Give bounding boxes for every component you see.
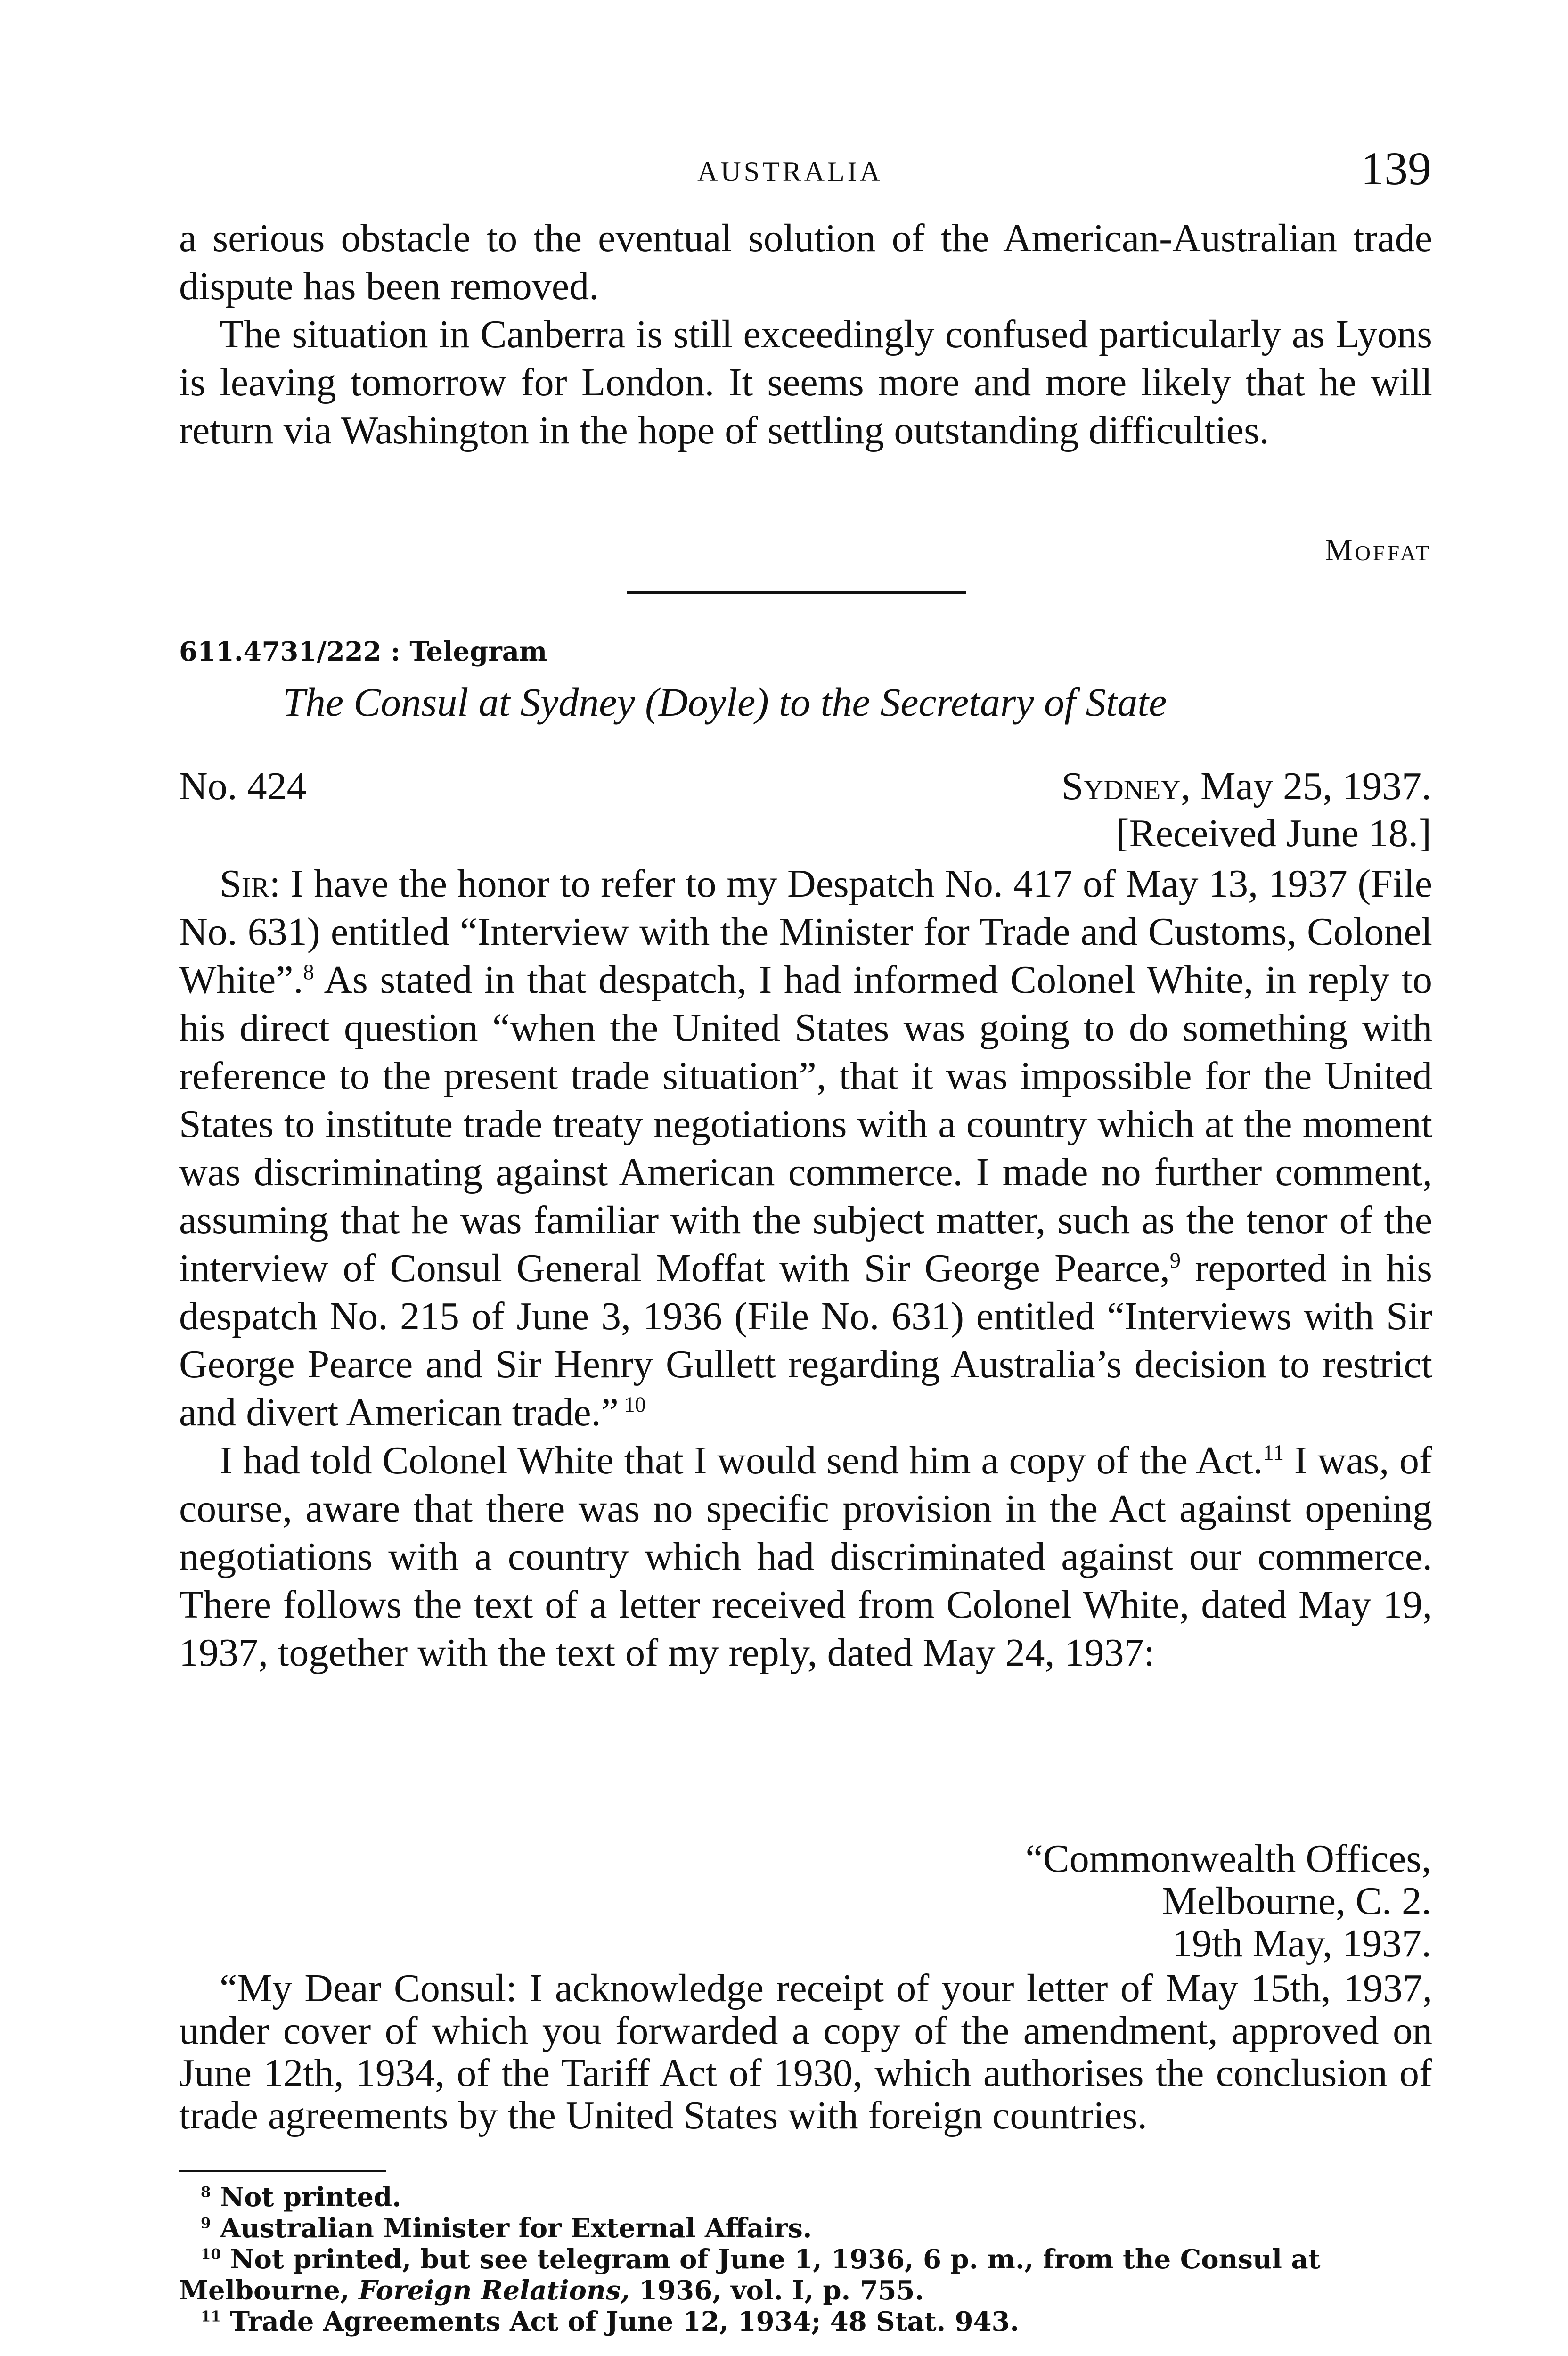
footnote-8-text: Not printed. [220, 2182, 401, 2213]
running-head: AUSTRALIA [697, 156, 883, 187]
paragraph-2-part-a: I had told Colonel White that I would send him a copy of the Act. [220, 1439, 1263, 1482]
footnote-ref-8: 8 [303, 960, 314, 984]
footnote-9 [179, 2213, 1432, 2244]
salutation: Sir: [220, 862, 281, 906]
address-line-2: Melbourne, C. 2. [1162, 1879, 1431, 1923]
letter-paragraph-1: “My Dear Consul: I acknowledge receipt of your letter of May 15th, 1937, under cover of which you forwarded a copy of the amendment, approved on June 12th, 1934, of the Tariff Act of 1930, which authorises the conclusion of trade agreements by the United States with foreign countries. [179, 1966, 1432, 2137]
dateline [1062, 763, 1431, 809]
footnote-8 [179, 2182, 1432, 2213]
footnote-10-text-a: Not printed, but see telegram of June 1, 1936, 6 p. m., from the Consul at Melbourne, [179, 2244, 1321, 2306]
footnote-8-mark: 8 [201, 2184, 211, 2201]
continuation-paragraph-1: a serious obstacle to the eventual solution of the American-Australian trade dispute has been removed. [179, 216, 1432, 308]
dateline-date: May 25, 1937. [1200, 764, 1431, 808]
despatch-paragraph-2 [179, 1437, 1432, 1677]
signature: Moffat [1325, 533, 1431, 567]
paragraph-1-part-a: I have the honor to refer to my Despatch No. 417 of May 13, 1937 (File No. 631) entitled “Interview with the Minister for Trade and Customs, Colonel White”. [179, 862, 1432, 1002]
footnote-ref-9: 9 [1169, 1248, 1181, 1272]
footnote-ref-11: 11 [1263, 1440, 1284, 1464]
continuation-paragraph-2: The situation in Canberra is still exceedingly confused particularly as Lyons is leaving tomorrow for London. It seems more and more likely that he will return via Washington in the hope of settling outstanding difficulties. [179, 312, 1432, 452]
footnote-10-italic: Foreign Relations, [358, 2275, 630, 2306]
footnotes [179, 2182, 1432, 2337]
continuation-text [179, 214, 1432, 455]
despatch-number: No. 424 [179, 764, 307, 808]
received-note: [Received June 18.] [1116, 811, 1431, 855]
paragraph-1-part-b: As stated in that despatch, I had informed Colonel White, in reply to his direct question “when the United States was going to do something with reference to the present trade situation”, that it was impossible for the United States to institute trade treaty negotiations with a country which at the moment was discriminating against American commerce. I made no further comment, assuming that he was familiar with the subject matter, such as the tenor of the interview of Consul General Moffat with Sir George Pearce, [179, 958, 1432, 1290]
letter-body [179, 1967, 1432, 2137]
section-divider [627, 591, 966, 594]
footnote-ref-10: 10 [618, 1392, 646, 1416]
paragraph-2-part-b: I was, of course, aware that there was no specific provision in the Act against opening negotiations with a country which had discriminated against our commerce. There follows the text of a letter received from Colonel White, dated May 19, 1937, together with the text of my reply, dated May 24, 1937: [179, 1439, 1433, 1675]
paragraph-1-part-c: reported in his despatch No. 215 of June 3, 1936 (File No. 631) entitled “Interviews with Sir George Pearce and Sir Henry Gullett regarding Australia’s decision to restrict and divert American trade.” [179, 1246, 1432, 1434]
file-number: 611.4731/222 : Telegram [179, 636, 547, 667]
address-line-3: 19th May, 1937. [1172, 1922, 1431, 1965]
address-line-1: “Commonwealth Offices, [1025, 1837, 1431, 1881]
letter-address [1025, 1838, 1431, 1965]
page-number: 139 [1361, 142, 1431, 195]
document-title: The Consul at Sydney (Doyle) to the Secretary of State [283, 679, 1167, 725]
despatch-paragraph-1 [179, 860, 1432, 1437]
footnote-divider [179, 2170, 386, 2172]
footnote-10-text-b: 1936, vol. I, p. 755. [629, 2275, 924, 2306]
footnote-10-mark: 10 [201, 2246, 221, 2263]
footnote-11-mark: 11 [201, 2308, 221, 2325]
despatch-body [179, 860, 1432, 1677]
footnote-11 [179, 2306, 1432, 2337]
footnote-9-text: Australian Minister for External Affairs. [220, 2213, 812, 2244]
footnote-11-text: Trade Agreements Act of June 12, 1934; 48 Stat. 943. [230, 2306, 1019, 2337]
footnote-10 [179, 2244, 1432, 2306]
footnote-9-mark: 9 [201, 2215, 211, 2232]
dateline-place: Sydney, [1061, 764, 1191, 808]
